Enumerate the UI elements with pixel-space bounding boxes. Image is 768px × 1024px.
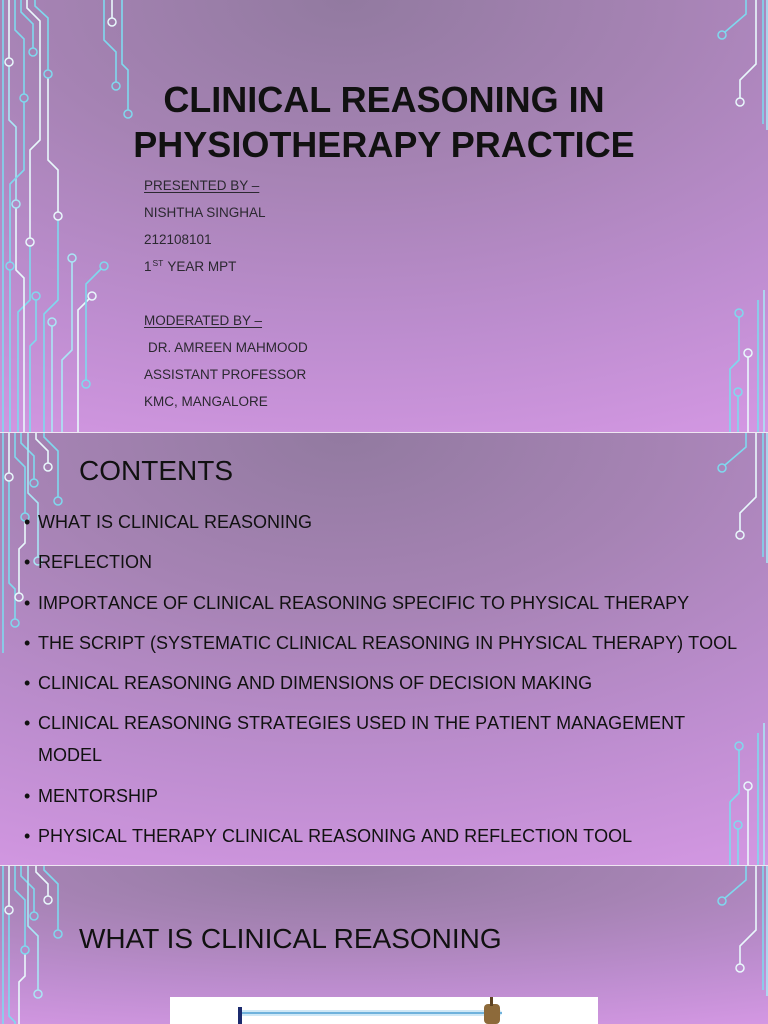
circuit-trace bbox=[725, 433, 746, 465]
illustration-stand-top bbox=[490, 997, 493, 1006]
slide-heading: WHAT IS CLINICAL REASONING bbox=[79, 923, 502, 954]
contents-item bbox=[22, 820, 746, 852]
circuit-trace bbox=[725, 866, 746, 898]
contents-item bbox=[22, 707, 746, 771]
circuit-node bbox=[735, 309, 743, 317]
circuit-trace bbox=[725, 0, 746, 32]
circuit-node bbox=[736, 964, 744, 972]
contents-item bbox=[22, 667, 746, 699]
contents-item-text: PHYSICAL THERAPY CLINICAL REASONING AND REFLECTION TOOL bbox=[38, 826, 633, 847]
contents-item bbox=[22, 546, 746, 578]
circuit-node bbox=[734, 388, 742, 396]
circuit-node bbox=[54, 930, 62, 938]
contents-item bbox=[22, 506, 746, 538]
circuit-trace bbox=[36, 433, 48, 463]
circuit-node bbox=[718, 464, 726, 472]
circuit-node bbox=[32, 292, 40, 300]
circuit-decoration-left bbox=[0, 0, 140, 432]
circuit-trace bbox=[30, 300, 36, 432]
circuit-trace bbox=[86, 269, 101, 380]
circuit-node bbox=[54, 497, 62, 505]
bullet: • bbox=[24, 552, 31, 573]
contents-item bbox=[22, 627, 746, 659]
circuit-node bbox=[100, 262, 108, 270]
presenter-credits bbox=[144, 172, 308, 415]
title-slide bbox=[0, 0, 768, 432]
circuit-node bbox=[744, 349, 752, 357]
circuit-trace bbox=[36, 866, 48, 896]
moderator-designation: ASSISTANT PROFESSOR bbox=[144, 367, 307, 382]
moderator-name: DR. AMREEN MAHMOOD bbox=[148, 340, 308, 355]
circuit-node bbox=[29, 48, 37, 56]
circuit-trace bbox=[9, 914, 15, 1024]
circuit-trace bbox=[78, 299, 89, 432]
illustration-drawing bbox=[170, 997, 598, 1024]
contents-item bbox=[22, 780, 746, 812]
contents-heading: CONTENTS bbox=[79, 455, 233, 486]
circuit-node bbox=[718, 897, 726, 905]
contents-item bbox=[22, 587, 746, 619]
circuit-node bbox=[21, 946, 29, 954]
circuit-trace bbox=[19, 954, 25, 1024]
bullet: • bbox=[24, 592, 31, 613]
circuit-node bbox=[11, 619, 19, 627]
year-rest: YEAR MPT bbox=[167, 259, 237, 274]
presenter-name: NISHTHA SINGHAL bbox=[144, 205, 266, 220]
circuit-trace bbox=[104, 0, 116, 82]
title-line-2: PHYSIOTHERAPY PRACTICE bbox=[133, 124, 635, 165]
year-superscript: ST bbox=[152, 258, 164, 268]
contents-item-text: CLINICAL REASONING AND DIMENSIONS OF DECISION MAKING bbox=[38, 673, 593, 694]
presentation-title bbox=[0, 77, 768, 167]
circuit-node bbox=[34, 990, 42, 998]
clinical-reasoning-slide bbox=[0, 866, 768, 1024]
illustration-rail-edge bbox=[240, 1012, 502, 1014]
illustration-post bbox=[238, 1007, 242, 1024]
bullet: • bbox=[24, 785, 31, 806]
bullet: • bbox=[24, 713, 31, 734]
circuit-node bbox=[108, 18, 116, 26]
circuit-node bbox=[44, 463, 52, 471]
circuit-node bbox=[88, 292, 96, 300]
contents-item-text: MENTORSHIP bbox=[38, 785, 159, 806]
presented-by-label: PRESENTED BY – bbox=[144, 178, 260, 193]
contents-item-text: CLINICAL REASONING STRATEGIES USED IN THE PATIENT MANAGEMENT MODEL bbox=[38, 713, 686, 766]
year-number: 1 bbox=[144, 259, 152, 274]
circuit-decoration-bottom-right bbox=[700, 290, 768, 432]
circuit-trace bbox=[740, 866, 756, 964]
circuit-node bbox=[6, 262, 14, 270]
bullet: • bbox=[24, 826, 31, 847]
moderator-institution: KMC, MANGALORE bbox=[144, 394, 268, 409]
contents-item-text: IMPORTANCE OF CLINICAL REASONING SPECIFIC TO PHYSICAL THERAPY bbox=[38, 592, 690, 613]
circuit-node bbox=[26, 238, 34, 246]
slide-illustration bbox=[170, 997, 598, 1024]
circuit-node bbox=[30, 912, 38, 920]
contents-item-text: WHAT IS CLINICAL REASONING bbox=[38, 512, 313, 532]
circuit-node bbox=[54, 212, 62, 220]
circuit-trace bbox=[9, 481, 15, 619]
contents-list bbox=[22, 506, 746, 860]
presenter-number: 212108101 bbox=[144, 232, 212, 247]
circuit-trace bbox=[62, 262, 72, 432]
illustration-stand bbox=[484, 1004, 500, 1024]
circuit-node bbox=[82, 380, 90, 388]
circuit-node bbox=[5, 906, 13, 914]
circuit-node bbox=[44, 896, 52, 904]
bullet: • bbox=[24, 673, 31, 694]
circuit-node bbox=[5, 58, 13, 66]
circuit-node bbox=[12, 200, 20, 208]
bullet: • bbox=[24, 632, 31, 653]
circuit-node bbox=[68, 254, 76, 262]
contents-item-text: REFLECTION bbox=[38, 552, 153, 573]
circuit-decoration-top-right bbox=[700, 866, 768, 996]
contents-slide bbox=[0, 433, 768, 865]
circuit-node bbox=[30, 479, 38, 487]
circuit-decoration-left bbox=[0, 866, 80, 1024]
contents-item-text: THE SCRIPT (SYSTEMATIC CLINICAL REASONING IN PHYSICAL THERAPY) TOOL bbox=[38, 632, 738, 653]
circuit-trace bbox=[35, 0, 48, 70]
circuit-node bbox=[48, 318, 56, 326]
presenter-year bbox=[144, 253, 308, 280]
title-line-1: CLINICAL REASONING IN bbox=[163, 79, 605, 120]
moderated-by-label: MODERATED BY – bbox=[144, 313, 263, 328]
bullet: • bbox=[24, 512, 31, 532]
circuit-node bbox=[5, 473, 13, 481]
circuit-node bbox=[718, 31, 726, 39]
